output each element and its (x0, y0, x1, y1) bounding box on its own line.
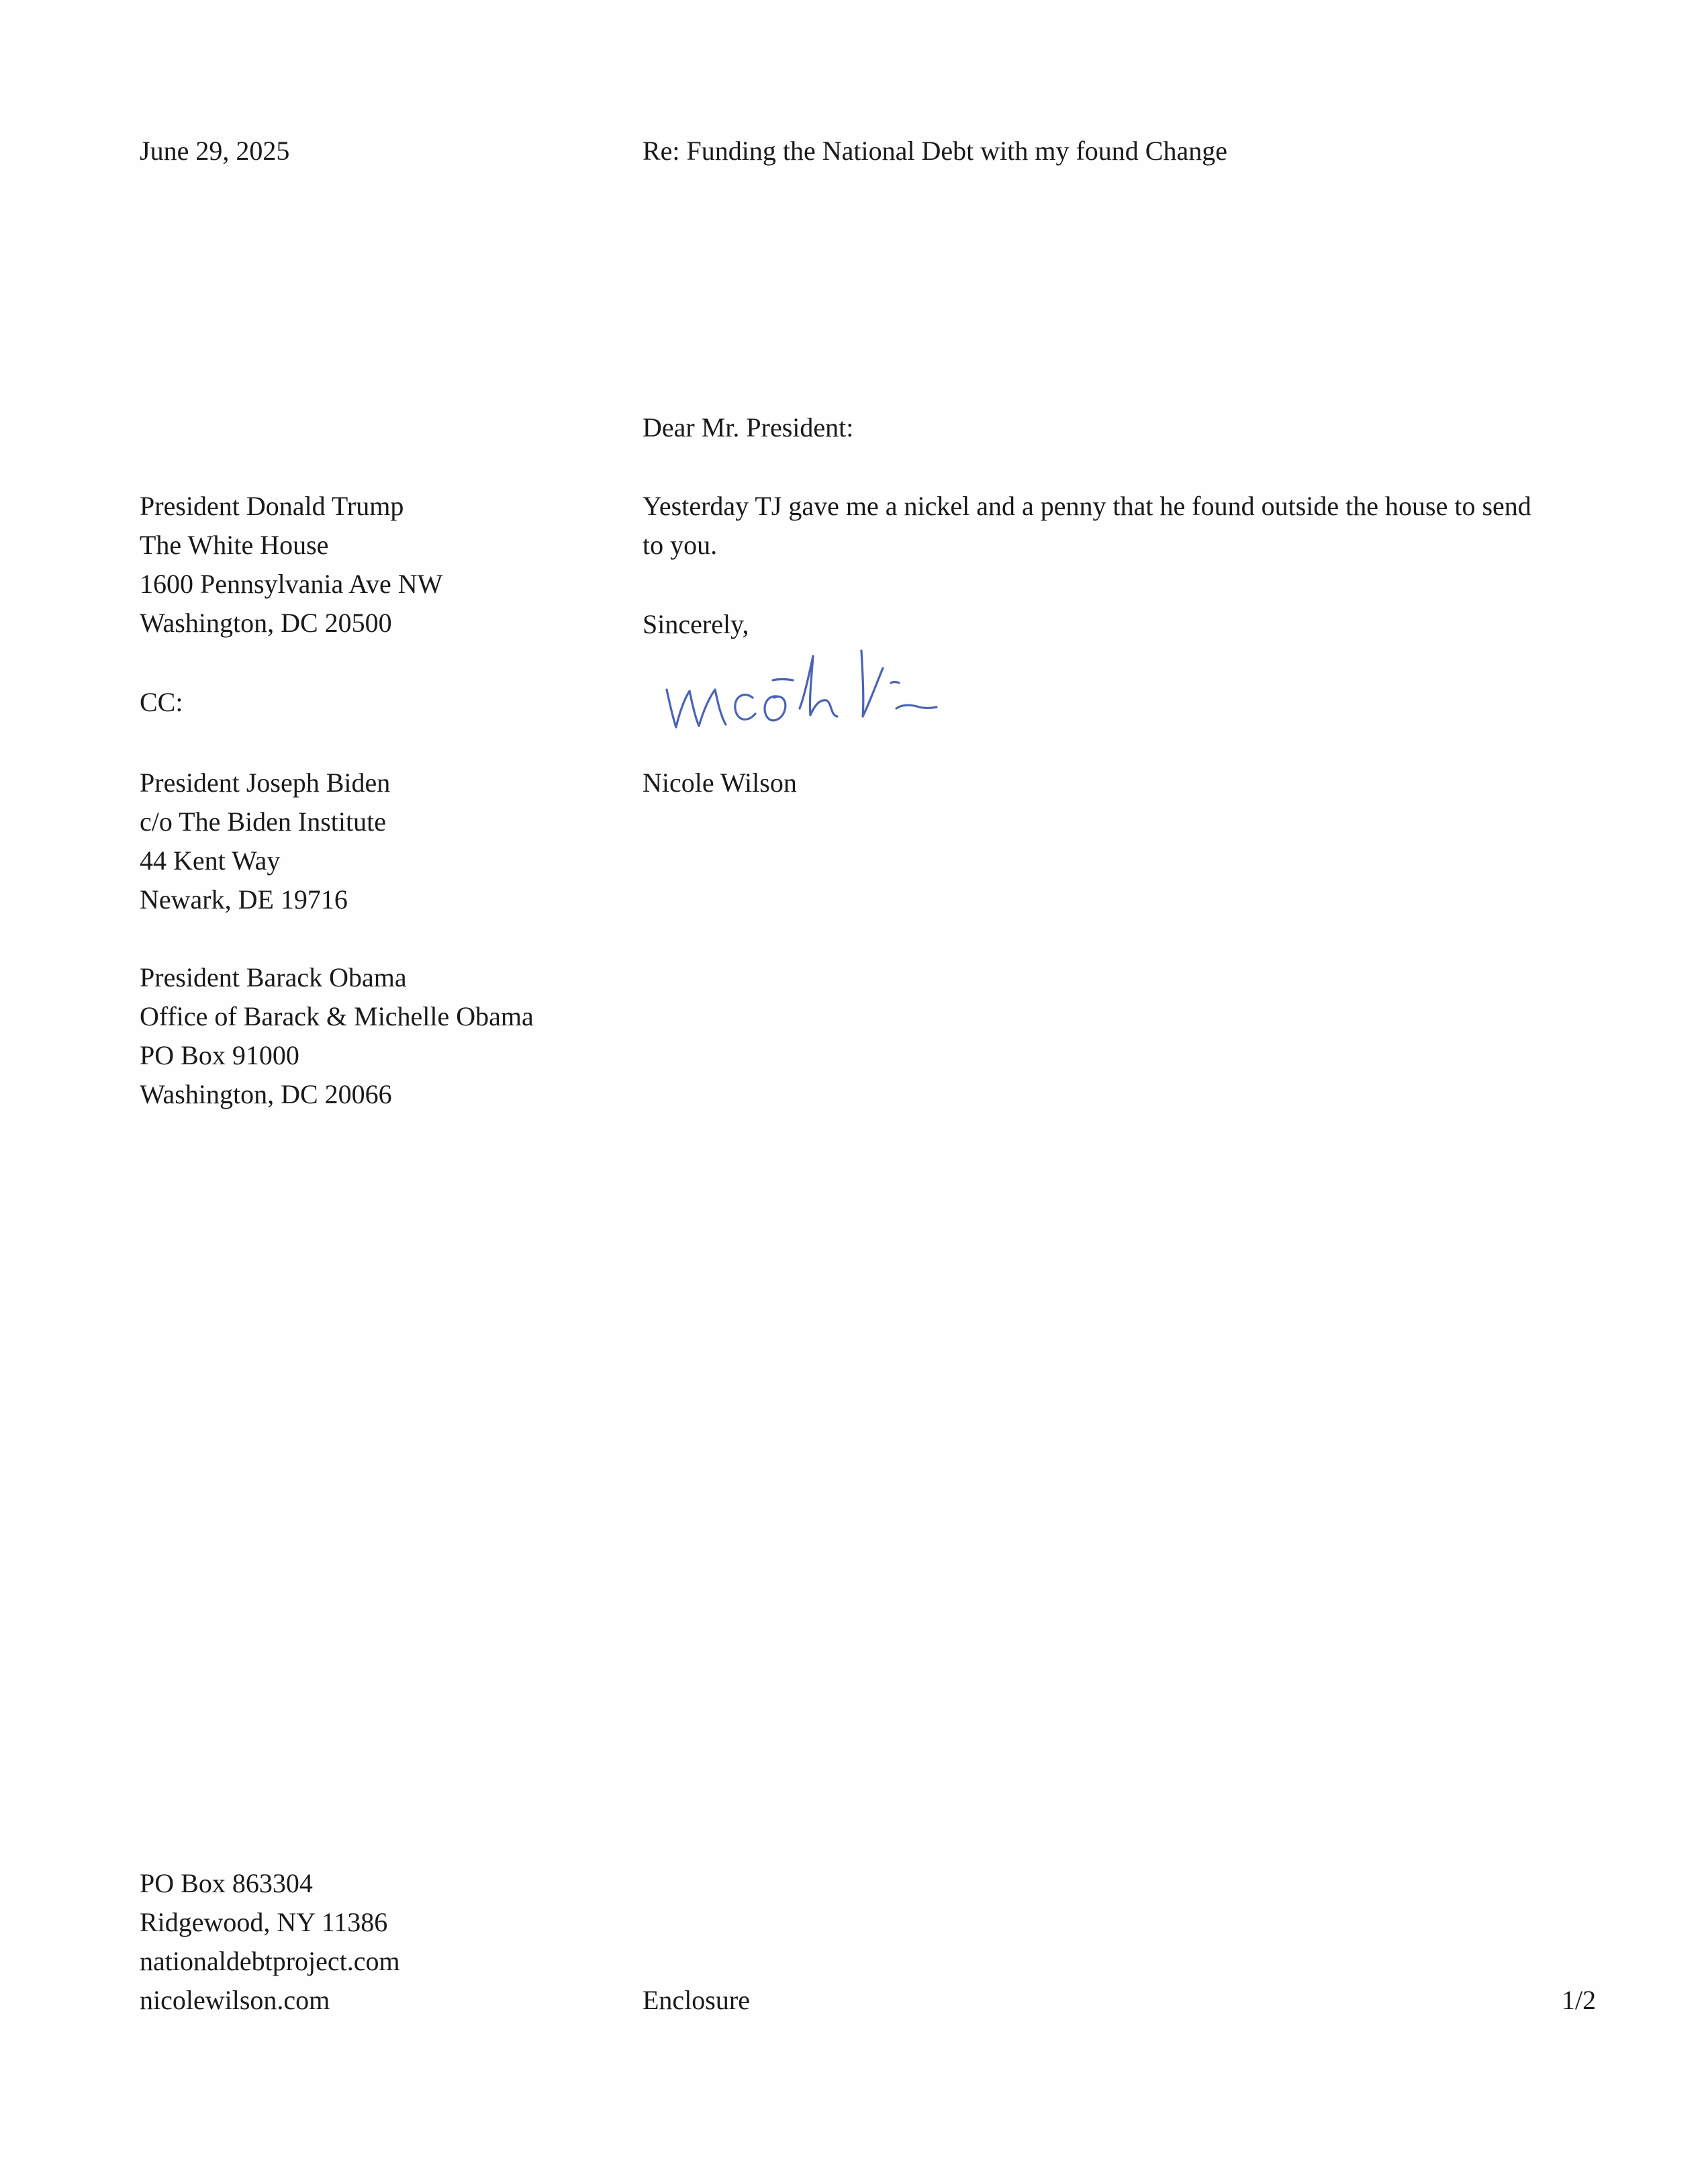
footer-line: Ridgewood, NY 11386 (140, 1907, 388, 1937)
footer-website: nicolewilson.com (140, 1985, 330, 2015)
footer-website: nationaldebtproject.com (140, 1946, 400, 1976)
signer-name: Nicole Wilson (643, 768, 797, 798)
address-line: The White House (140, 530, 329, 560)
letter-date: June 29, 2025 (140, 136, 290, 166)
address-line: President Joseph Biden (140, 768, 391, 798)
address-line: Washington, DC 20066 (140, 1079, 392, 1109)
address-line: Office of Barack & Michelle Obama (140, 1001, 534, 1031)
enclosure-note: Enclosure (643, 1985, 750, 2015)
cc-address-block (140, 958, 534, 1114)
address-line: 44 Kent Way (140, 845, 281, 876)
body-line: to you. (643, 530, 718, 560)
letter-body (643, 487, 1596, 565)
salutation: Dear Mr. President: (643, 412, 854, 443)
address-line: 1600 Pennsylvania Ave NW (140, 569, 443, 599)
address-line: PO Box 91000 (140, 1040, 299, 1070)
body-line: Yesterday TJ gave me a nickel and a penny that he found outside the house to send (643, 491, 1531, 521)
sender-footer (140, 1864, 400, 2020)
address-line: Washington, DC 20500 (140, 608, 392, 638)
addressee-block (140, 487, 442, 643)
address-line: President Donald Trump (140, 491, 404, 521)
subject-line: Re: Funding the National Debt with my found Change (643, 136, 1227, 166)
handwritten-signature (661, 641, 970, 742)
address-line: c/o The Biden Institute (140, 806, 386, 837)
address-line: Newark, DE 19716 (140, 884, 348, 915)
address-line: President Barack Obama (140, 962, 407, 992)
page-number: 1/2 (1562, 1985, 1597, 2015)
closing: Sincerely, (643, 609, 749, 639)
cc-label: CC: (140, 687, 183, 717)
cc-address-block (140, 763, 390, 919)
footer-line: PO Box 863304 (140, 1868, 313, 1898)
